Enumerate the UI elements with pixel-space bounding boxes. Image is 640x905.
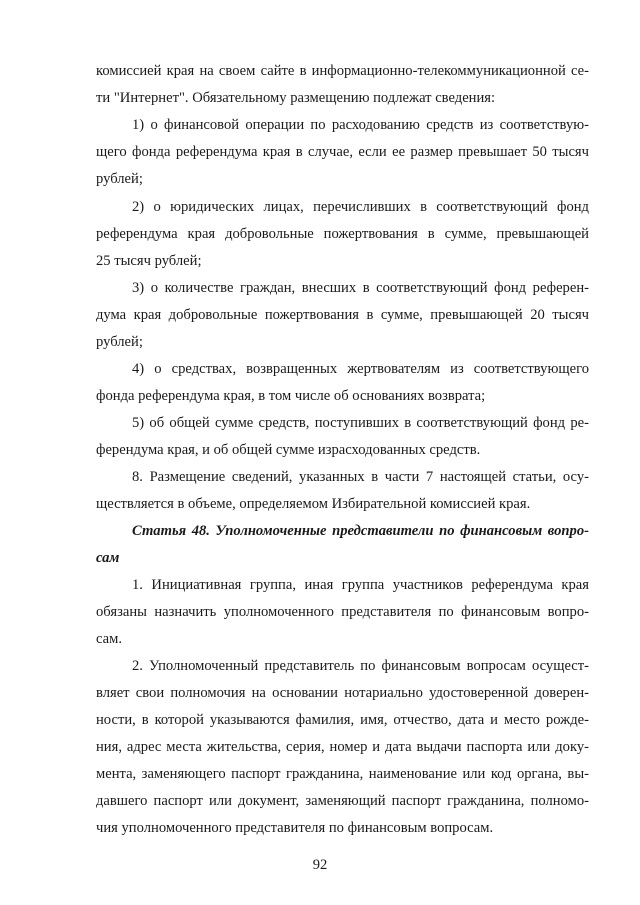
text-line: щего фонда референдума края в случае, если ее размер превышает 50 тысяч — [96, 144, 589, 160]
text-line: 5) об общей сумме средств, поступивших в соответствующий фонд ре- — [132, 415, 589, 431]
text-line: ности, в которой указываются фамилия, имя, отчество, дата и место рожде- — [96, 712, 589, 728]
text-line: ществляется в объеме, определяемом Избирательной комиссией края. — [96, 496, 531, 512]
text-line: дума края добровольные пожертвования в сумме, превышающей 20 тысяч — [96, 307, 589, 323]
text-line: 1. Инициативная группа, иная группа участников референдума края — [132, 577, 589, 593]
article-heading: Статья 48. Уполномоченные представители по финансовым вопро- — [132, 523, 589, 539]
text-line: обязаны назначить уполномоченного представителя по финансовым вопро- — [96, 604, 589, 620]
text-line: сам. — [96, 631, 123, 647]
page-number: 92 — [312, 857, 328, 873]
text-line: рублей; — [96, 334, 143, 350]
text-line: 3) о количестве граждан, внесших в соответствующий фонд референ- — [132, 280, 589, 296]
text-line: 25 тысяч рублей; — [96, 253, 202, 269]
text-line: 2) о юридических лицах, перечисливших в соответствующий фонд — [132, 199, 589, 215]
text-line: чия уполномоченного представителя по финансовым вопросам. — [96, 820, 494, 836]
text-line: ти "Интернет". Обязательному размещению подлежат сведения: — [96, 90, 496, 106]
text-line: 1) о финансовой операции по расходованию средств из соответствую- — [132, 117, 589, 133]
text-line: фонда референдума края, в том числе об основаниях возврата; — [96, 388, 486, 404]
text-line: референдума края добровольные пожертвования в сумме, превышающей — [96, 226, 589, 242]
text-line: мента, заменяющего паспорт гражданина, наименование или код органа, вы- — [96, 766, 589, 782]
text-line: 2. Уполномоченный представитель по финансовым вопросам осущест- — [132, 658, 589, 674]
article-heading: сам — [96, 550, 120, 566]
text-line: рублей; — [96, 171, 143, 187]
text-line: комиссией края на своем сайте в информационно-телекоммуникационной се- — [96, 63, 589, 79]
text-line: вляет свои полномочия на основании нотариально удостоверенной доверен- — [96, 685, 589, 701]
text-line: давшего паспорт или документ, заменяющий паспорт гражданина, полномо- — [96, 793, 589, 809]
text-line: ния, адрес места жительства, серия, номер и дата выдачи паспорта или доку- — [96, 739, 589, 755]
text-line: ферендума края, и об общей сумме израсходованных средств. — [96, 442, 481, 458]
text-line: 8. Размещение сведений, указанных в части 7 настоящей статьи, осу- — [132, 469, 589, 485]
text-line: 4) о средствах, возвращенных жертвователям из соответствующего — [132, 361, 589, 377]
